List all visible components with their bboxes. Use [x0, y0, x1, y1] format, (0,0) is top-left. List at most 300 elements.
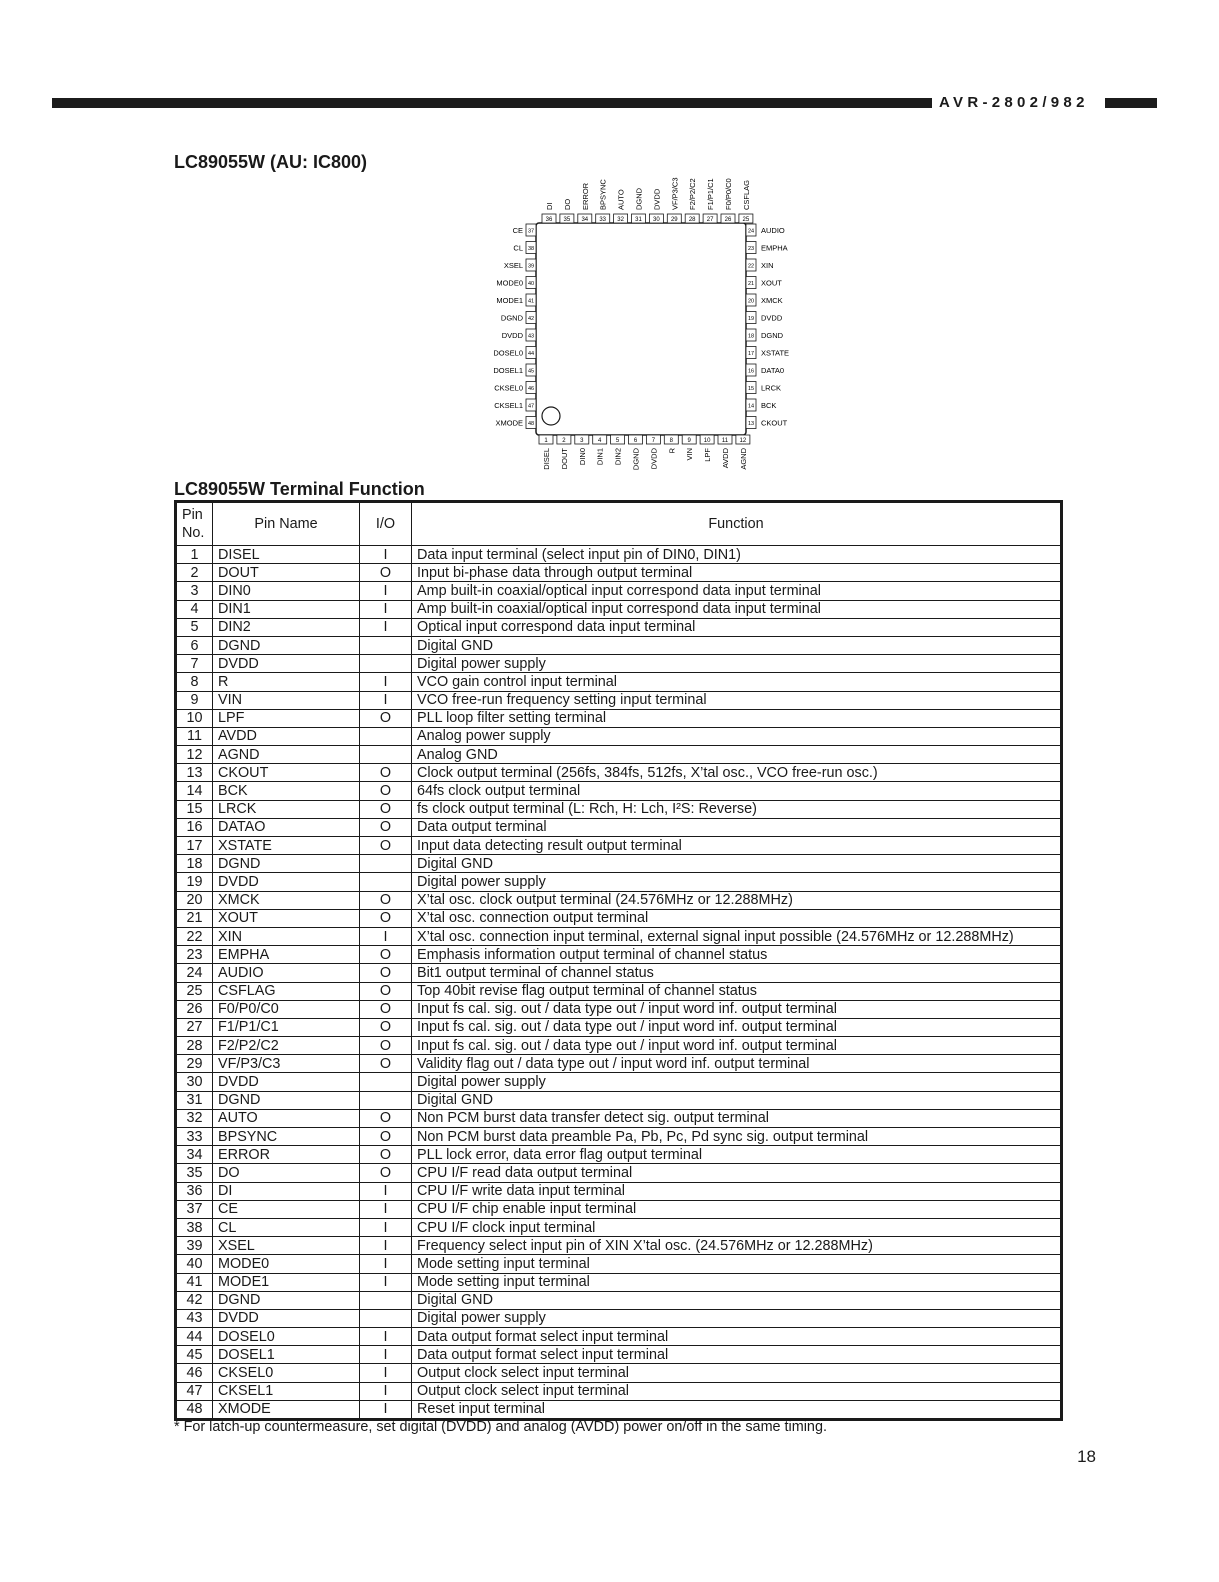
table-row [176, 564, 1062, 582]
function-cell: Non PCM burst data preamble Pa, Pb, Pc, Pd sync sig. output terminal [412, 1128, 1062, 1146]
table-row [176, 1109, 1062, 1127]
table-row [176, 837, 1062, 855]
pin-no-cell: 10 [176, 709, 213, 727]
pin-number: 41 [527, 298, 535, 305]
pin-label: DIN2 [613, 448, 623, 466]
function-cell: CPU I/F clock input terminal [412, 1218, 1062, 1236]
function-cell: Digital power supply [412, 873, 1062, 891]
function-cell: X’tal osc. connection input terminal, external signal input possible (24.576MHz or 12.288MHz) [412, 927, 1062, 945]
pin-label: LRCK [761, 383, 782, 393]
pin-no-cell: 14 [176, 782, 213, 800]
pin-no-cell: 4 [176, 600, 213, 618]
function-cell: Optical input correspond data input terminal [412, 618, 1062, 636]
pin-number: 22 [747, 263, 755, 270]
function-cell: Non PCM burst data transfer detect sig. output terminal [412, 1109, 1062, 1127]
col-header-io: I/O [360, 502, 412, 546]
pin-name-cell: LRCK [213, 800, 360, 818]
io-cell: O [360, 764, 412, 782]
pin-no-cell: 11 [176, 727, 213, 745]
io-cell [360, 655, 412, 673]
pin-number: 5 [615, 438, 620, 444]
io-cell: O [360, 709, 412, 727]
io-cell: I [360, 1200, 412, 1218]
function-cell: Input fs cal. sig. out / data type out / input word inf. output terminal [412, 1037, 1062, 1055]
pin-name-cell: F1/P1/C1 [213, 1018, 360, 1036]
pin-label: CKSEL1 [494, 401, 523, 410]
pin-name-cell: XIN [213, 927, 360, 945]
io-cell: I [360, 1237, 412, 1255]
pin-number: 39 [527, 263, 535, 270]
pin-label: F0/P0/C0 [724, 178, 733, 210]
pin-name-cell: CKSEL0 [213, 1364, 360, 1382]
pin-name-cell: DVDD [213, 655, 360, 673]
pin-label: CKSEL0 [494, 383, 523, 393]
pin-label: F2/P2/C2 [688, 178, 698, 210]
pin-number: 16 [747, 368, 755, 375]
table-row [176, 855, 1062, 873]
pin-label: XMODE [495, 418, 523, 428]
pin-number: 20 [747, 298, 755, 305]
function-cell: Data input terminal (select input pin of DIN0, DIN1) [412, 546, 1062, 564]
pin-number: 40 [527, 281, 535, 287]
io-cell: O [360, 1037, 412, 1055]
pin-number: 43 [527, 333, 535, 340]
pin-name-cell: DOUT [213, 564, 360, 582]
pin-label: BPSYNC [598, 179, 608, 210]
io-cell [360, 1073, 412, 1091]
function-cell: Frequency select input pin of XIN X’tal osc. (24.576MHz or 12.288MHz) [412, 1237, 1062, 1255]
table-row [176, 1400, 1062, 1419]
function-cell: Digital power supply [412, 1073, 1062, 1091]
table-row [176, 782, 1062, 800]
pin-name-cell: DGND [213, 855, 360, 873]
pin-number: 34 [581, 217, 589, 223]
pin-label: VF/P3/C3 [670, 177, 680, 210]
pin-no-cell: 5 [176, 618, 213, 636]
pin-no-cell: 19 [176, 873, 213, 891]
pin-name-cell: CE [213, 1200, 360, 1218]
io-cell [360, 873, 412, 891]
pin-name-cell: DI [213, 1182, 360, 1200]
pin-name-cell: EMPHA [213, 946, 360, 964]
section-title: LC89055W (AU: IC800) [174, 152, 368, 172]
io-cell: I [360, 546, 412, 564]
io-cell: I [360, 1346, 412, 1364]
pin-name-cell: VIN [213, 691, 360, 709]
pin-no-cell: 32 [176, 1109, 213, 1127]
pin-number: 18 [747, 333, 755, 340]
io-cell: O [360, 891, 412, 909]
table-row [176, 1164, 1062, 1182]
io-cell [360, 1091, 412, 1109]
pin-name-cell: DO [213, 1164, 360, 1182]
io-cell: O [360, 800, 412, 818]
pin-no-cell: 2 [176, 564, 213, 582]
io-cell: I [360, 1255, 412, 1273]
pin-label: R [667, 448, 677, 454]
pin-number: 19 [747, 316, 755, 322]
io-cell: O [360, 564, 412, 582]
pin-name-cell: BCK [213, 782, 360, 800]
pin-number: 14 [747, 403, 755, 410]
pin-no-cell: 15 [176, 800, 213, 818]
header-model: AVR-2802/982 [939, 94, 1089, 111]
io-cell [360, 746, 412, 764]
pin-number: 32 [617, 217, 624, 223]
pin-label: CE [512, 226, 523, 235]
pin-name-cell: DIN0 [213, 582, 360, 600]
ic-pinout-diagram [480, 160, 820, 480]
table-row [176, 1128, 1062, 1146]
function-cell: Bit1 output terminal of channel status [412, 964, 1062, 982]
pin-label: CL [513, 243, 523, 253]
pin-label: EMPHA [761, 243, 788, 253]
function-cell: VCO free-run frequency setting input terminal [412, 691, 1062, 709]
pin-name-cell: DATAO [213, 818, 360, 836]
pin-number: 12 [739, 438, 747, 444]
pin-label: DISEL [542, 448, 551, 470]
pin-no-cell: 38 [176, 1218, 213, 1236]
pin-label: F1/P1/C1 [706, 178, 716, 210]
pin-name-cell: DOSEL1 [213, 1346, 360, 1364]
pin-label: CKOUT [761, 418, 788, 428]
table-row [176, 1146, 1062, 1164]
pin-number: 11 [721, 438, 729, 444]
pin-number: 6 [633, 438, 638, 444]
pin-no-cell: 34 [176, 1146, 213, 1164]
function-cell: Digital GND [412, 855, 1062, 873]
pin-number: 26 [724, 217, 732, 223]
pin1-index-mark [542, 407, 560, 425]
pin-no-cell: 44 [176, 1328, 213, 1346]
table-row [176, 1309, 1062, 1327]
pin-label: DGND [631, 448, 641, 471]
io-cell: O [360, 837, 412, 855]
pin-no-cell: 48 [176, 1400, 213, 1419]
pin-no-cell: 22 [176, 927, 213, 945]
io-cell [360, 727, 412, 745]
table-row [176, 1382, 1062, 1400]
header-rule-left [52, 98, 932, 108]
pin-no-cell: 12 [176, 746, 213, 764]
pin-label: DIN1 [595, 448, 605, 466]
pin-number: 13 [747, 421, 755, 427]
io-cell: I [360, 1382, 412, 1400]
pin-name-cell: CKOUT [213, 764, 360, 782]
table-row [176, 1000, 1062, 1018]
table-row [176, 1182, 1062, 1200]
pin-number: 7 [651, 438, 656, 444]
pin-label: DGND [500, 313, 523, 323]
pin-no-cell: 25 [176, 982, 213, 1000]
pin-label: DIN0 [577, 448, 587, 466]
pin-name-cell: AUTO [213, 1109, 360, 1127]
pin-no-cell: 24 [176, 964, 213, 982]
function-cell: X’tal osc. clock output terminal (24.576MHz or 12.288MHz) [412, 891, 1062, 909]
table-row [176, 746, 1062, 764]
pin-no-cell: 41 [176, 1273, 213, 1291]
pin-no-cell: 17 [176, 837, 213, 855]
pin-no-cell: 20 [176, 891, 213, 909]
pin-name-cell: XSEL [213, 1237, 360, 1255]
pin-no-cell: 13 [176, 764, 213, 782]
pin-label: DVDD [649, 448, 659, 470]
table-row [176, 1273, 1062, 1291]
io-cell: O [360, 1128, 412, 1146]
pin-label: DATA0 [761, 366, 785, 375]
io-cell: O [360, 1164, 412, 1182]
pin-label: XIN [761, 261, 774, 270]
pin-number: 10 [703, 438, 711, 444]
io-cell: O [360, 946, 412, 964]
header-rule-right [1105, 98, 1157, 108]
table-row [176, 1018, 1062, 1036]
pin-label: DOSEL0 [493, 348, 523, 358]
function-cell: Digital power supply [412, 655, 1062, 673]
pin-no-cell: 8 [176, 673, 213, 691]
pin-no-cell: 21 [176, 909, 213, 927]
pin-number: 21 [747, 281, 755, 287]
pin-no-cell: 33 [176, 1128, 213, 1146]
function-cell: PLL lock error, data error flag output terminal [412, 1146, 1062, 1164]
pin-name-cell: ERROR [213, 1146, 360, 1164]
function-cell: 64fs clock output terminal [412, 782, 1062, 800]
pin-no-cell: 36 [176, 1182, 213, 1200]
function-cell: VCO gain control input terminal [412, 673, 1062, 691]
pin-no-cell: 37 [176, 1200, 213, 1218]
io-cell: I [360, 1400, 412, 1419]
pin-no-cell: 1 [176, 546, 213, 564]
io-cell: I [360, 1218, 412, 1236]
pin-label: XMCK [761, 296, 783, 305]
pin-no-cell: 6 [176, 636, 213, 654]
pin-name-cell: F2/P2/C2 [213, 1037, 360, 1055]
pin-no-cell: 42 [176, 1291, 213, 1309]
table-row [176, 691, 1062, 709]
pin-label: MODE1 [496, 296, 523, 305]
function-cell: Digital GND [412, 1291, 1062, 1309]
io-cell: O [360, 1000, 412, 1018]
table-row [176, 1237, 1062, 1255]
page-number: 18 [1077, 1447, 1096, 1466]
function-cell: Output clock select input terminal [412, 1382, 1062, 1400]
table-row [176, 636, 1062, 654]
function-cell: CPU I/F chip enable input terminal [412, 1200, 1062, 1218]
pin-label: ERROR [580, 182, 590, 210]
table-row [176, 582, 1062, 600]
function-cell: Emphasis information output terminal of channel status [412, 946, 1062, 964]
io-cell: I [360, 582, 412, 600]
io-cell [360, 1309, 412, 1327]
pin-no-cell: 18 [176, 855, 213, 873]
function-cell: Reset input terminal [412, 1400, 1062, 1419]
table-row [176, 873, 1062, 891]
function-cell: fs clock output terminal (L: Rch, H: Lch, I²S: Reverse) [412, 800, 1062, 818]
pin-name-cell: XMODE [213, 1400, 360, 1419]
pin-no-cell: 43 [176, 1309, 213, 1327]
function-cell: Digital power supply [412, 1309, 1062, 1327]
pin-label: AUDIO [761, 226, 785, 235]
io-cell: O [360, 1018, 412, 1036]
function-cell: Analog GND [412, 746, 1062, 764]
pin-no-cell: 40 [176, 1255, 213, 1273]
pin-no-cell: 28 [176, 1037, 213, 1055]
pin-no-cell: 23 [176, 946, 213, 964]
function-cell: Amp built-in coaxial/optical input correspond data input terminal [412, 600, 1062, 618]
pin-number: 38 [527, 246, 535, 252]
function-cell: Output clock select input terminal [412, 1364, 1062, 1382]
pin-label: AVDD [721, 448, 730, 469]
pin-number: 30 [653, 217, 660, 223]
pin-label: CSFLAG [741, 179, 751, 210]
pin-no-cell: 31 [176, 1091, 213, 1109]
io-cell: I [360, 927, 412, 945]
function-cell: PLL loop filter setting terminal [412, 709, 1062, 727]
table-row [176, 800, 1062, 818]
pin-name-cell: DGND [213, 1091, 360, 1109]
pin-label: DVDD [501, 331, 523, 340]
table-row [176, 927, 1062, 945]
pin-name-cell: MODE1 [213, 1273, 360, 1291]
function-cell: Mode setting input terminal [412, 1255, 1062, 1273]
io-cell: I [360, 600, 412, 618]
table-row [176, 1346, 1062, 1364]
table-row [176, 946, 1062, 964]
io-cell: O [360, 982, 412, 1000]
pin-label: DGND [761, 331, 784, 340]
pin-name-cell: DVDD [213, 1309, 360, 1327]
table-title: LC89055W Terminal Function [174, 479, 425, 499]
pin-no-cell: 3 [176, 582, 213, 600]
pin-name-cell: CL [213, 1218, 360, 1236]
pin-number: 24 [747, 228, 755, 235]
table-row [176, 818, 1062, 836]
pin-label: DGND [634, 187, 644, 210]
function-cell: Data output format select input terminal [412, 1328, 1062, 1346]
pin-number: 29 [670, 217, 678, 223]
pin-number: 27 [706, 217, 714, 223]
terminal-function-table [174, 500, 1063, 1421]
pin-number: 4 [598, 438, 602, 444]
pin-number: 25 [742, 217, 750, 223]
io-cell: O [360, 964, 412, 982]
pin-name-cell: DGND [213, 1291, 360, 1309]
pin-name-cell: DIN1 [213, 600, 360, 618]
pin-no-cell: 35 [176, 1164, 213, 1182]
pin-number: 47 [527, 403, 535, 410]
io-cell: I [360, 1182, 412, 1200]
pin-name-cell: DISEL [213, 546, 360, 564]
pin-name-cell: XOUT [213, 909, 360, 927]
io-cell: I [360, 1364, 412, 1382]
pin-name-cell: DIN2 [213, 618, 360, 636]
io-cell: I [360, 673, 412, 691]
table-row [176, 600, 1062, 618]
function-cell: Validity flag out / data type out / input word inf. output terminal [412, 1055, 1062, 1073]
footnote: * For latch-up countermeasure, set digital (DVDD) and analog (AVDD) power on/off in the same timing. [174, 1419, 827, 1435]
pin-name-cell: LPF [213, 709, 360, 727]
pin-number: 45 [527, 368, 535, 375]
pin-number: 1 [544, 438, 548, 444]
ic-body [536, 223, 746, 435]
pin-number: 44 [527, 351, 535, 357]
table-row [176, 1055, 1062, 1073]
pin-name-cell: DOSEL0 [213, 1328, 360, 1346]
pin-label: DVDD [652, 188, 662, 210]
table-row [176, 673, 1062, 691]
table-row [176, 546, 1062, 564]
pin-name-cell: AGND [213, 746, 360, 764]
pin-name-cell: DVDD [213, 1073, 360, 1091]
table-row [176, 1291, 1062, 1309]
function-cell: Input fs cal. sig. out / data type out / input word inf. output terminal [412, 1018, 1062, 1036]
pin-no-cell: 7 [176, 655, 213, 673]
pin-label: MODE0 [496, 278, 523, 288]
table-row [176, 1255, 1062, 1273]
table-row [176, 1073, 1062, 1091]
pin-name-cell: VF/P3/C3 [213, 1055, 360, 1073]
io-cell: O [360, 909, 412, 927]
pin-number: 36 [545, 217, 553, 223]
pin-no-cell: 27 [176, 1018, 213, 1036]
col-header-function: Function [412, 502, 1062, 546]
function-cell: Amp built-in coaxial/optical input correspond data input terminal [412, 582, 1062, 600]
function-cell: CPU I/F write data input terminal [412, 1182, 1062, 1200]
function-cell: Input bi-phase data through output terminal [412, 564, 1062, 582]
function-cell: Input data detecting result output terminal [412, 837, 1062, 855]
pin-label: XOUT [761, 278, 782, 288]
io-cell: O [360, 1055, 412, 1073]
pin-name-cell: BPSYNC [213, 1128, 360, 1146]
pin-no-cell: 9 [176, 691, 213, 709]
pin-number: 8 [669, 438, 673, 444]
io-cell: I [360, 1273, 412, 1291]
table-row [176, 964, 1062, 982]
table-row [176, 1364, 1062, 1382]
pin-name-cell: MODE0 [213, 1255, 360, 1273]
function-cell: X’tal osc. connection output terminal [412, 909, 1062, 927]
pin-number: 17 [747, 351, 755, 357]
table-row [176, 909, 1062, 927]
pin-number: 23 [747, 246, 755, 252]
pin-name-cell: AUDIO [213, 964, 360, 982]
io-cell: I [360, 691, 412, 709]
pin-number: 28 [688, 217, 696, 223]
pin-name-cell: DGND [213, 636, 360, 654]
pin-label: DI [545, 202, 554, 210]
pin-label: DO [562, 198, 572, 210]
pin-label: XSEL [503, 261, 523, 270]
table-header-row [176, 502, 1062, 546]
pin-number: 35 [563, 217, 571, 223]
pin-number: 33 [599, 217, 607, 223]
io-cell: I [360, 618, 412, 636]
pin-label: AUTO [616, 189, 626, 210]
table-row [176, 727, 1062, 745]
pin-name-cell: AVDD [213, 727, 360, 745]
table-row [176, 655, 1062, 673]
pin-name-cell: F0/P0/C0 [213, 1000, 360, 1018]
pin-no-cell: 47 [176, 1382, 213, 1400]
pin-name-cell: R [213, 673, 360, 691]
pin-label: LPF [703, 448, 713, 462]
io-cell: O [360, 782, 412, 800]
pin-name-cell: XMCK [213, 891, 360, 909]
io-cell [360, 636, 412, 654]
pin-no-cell: 26 [176, 1000, 213, 1018]
pin-number: 46 [527, 386, 535, 392]
pin-name-cell: CSFLAG [213, 982, 360, 1000]
